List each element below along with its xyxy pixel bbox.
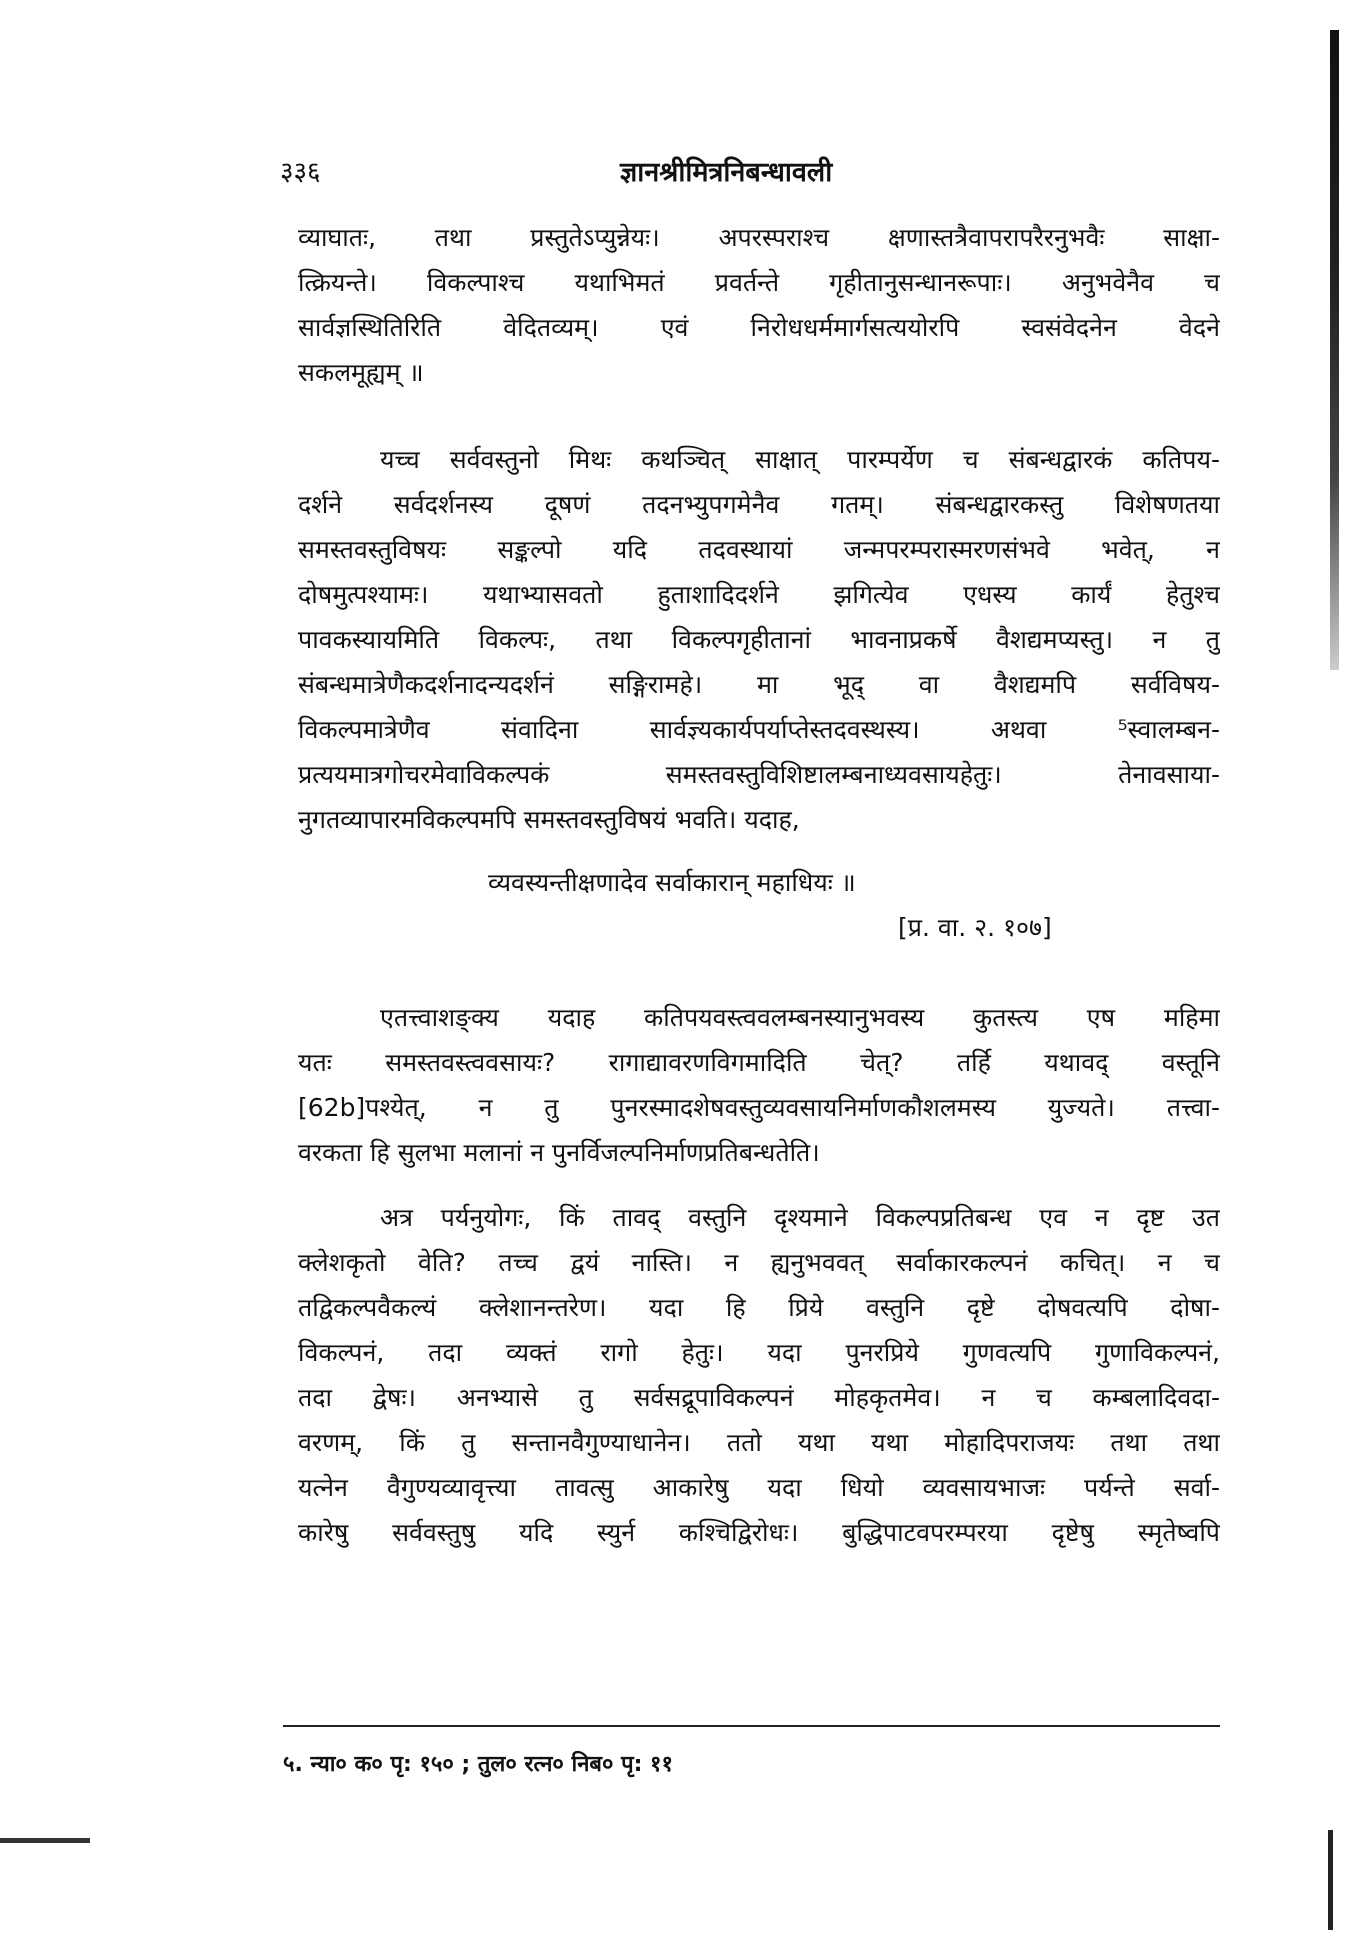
- footnote-divider: [283, 1725, 1220, 1727]
- text-line: प्रत्ययमात्रगोचरमेवाविकल्पकं समस्तवस्तुविशिष्टालम्बनाध्यवसायहेतुः। तेनावसाया-: [298, 760, 1220, 789]
- running-title: ज्ञानश्रीमित्रनिबन्धावली: [620, 157, 833, 188]
- text-line: क्लेशकृतो वेति? तच्च द्वयं नास्ति। न ह्यनुभववत् सर्वाकारकल्पनं कचित्। न च: [298, 1248, 1220, 1277]
- paragraph-4: [298, 1195, 1220, 1555]
- text-line: त्क्रियन्ते। विकल्पाश्च यथाभिमतं प्रवर्तन्ते गृहीतानुसन्धानरूपाः। अनुभवेनैव च: [298, 268, 1220, 297]
- text-line: समस्तवस्तुविषयः सङ्कल्पो यदि तदवस्थायां जन्मपरम्परास्मरणसंभवे भवेत्, न: [298, 535, 1220, 564]
- text-line: कारेषु सर्ववस्तुषु यदि स्युर्न कश्चिद्विरोधः। बुद्धिपाटवपरम्परया दृष्टेषु स्मृतेष्वपि: [298, 1518, 1220, 1547]
- text-line: पावकस्यायमिति विकल्पः, तथा विकल्पगृहीतानां भावनाप्रकर्षे वैशद्यमप्यस्तु। न तु: [298, 625, 1220, 654]
- verse-reference: [प्र. वा. २. १०७]: [898, 913, 1052, 942]
- text-line: यतः समस्तवस्त्ववसायः? रागाद्यावरणविगमादिति चेत्? तर्हि यथावद् वस्तूनि: [298, 1048, 1220, 1077]
- scan-binding-edge: [1330, 30, 1339, 670]
- text-line: व्याघातः, तथा प्रस्तुतेऽप्युन्नेयः। अपरस्पराश्च क्षणास्तत्रैवापरापरैरनुभवैः साक्षा-: [298, 223, 1220, 252]
- text-line: विकल्पमात्रेणैव संवादिना सार्वज्ञ्यकार्यपर्याप्तेस्तदवस्थस्य। अथवा ⁵स्वालम्बन-: [298, 715, 1220, 744]
- footnote: ५. न्या० क० पृ: १५० ; तुल० रत्न० निब० पृ: ११: [283, 1752, 673, 1777]
- text-line: एतत्त्वाशङ्क्य यदाह कतिपयवस्त्ववलम्बनस्यानुभवस्य कुतस्त्य एष महिमा: [380, 1003, 1220, 1032]
- verse-quotation: [298, 860, 1220, 950]
- text-line: दोषमुत्पश्यामः। यथाभ्यासवतो हुताशादिदर्शने झगित्येव एधस्य कार्यं हेतुश्च: [298, 580, 1220, 609]
- paragraph-3: [298, 995, 1220, 1175]
- text-line: यच्च सर्ववस्तुनो मिथः कथञ्चित् साक्षात् पारम्पर्येण च संबन्धद्वारकं कतिपय-: [380, 445, 1220, 474]
- text-line: संबन्धमात्रेणैकदर्शनादन्यदर्शनं सङ्गिरामहे। मा भूद् वा वैशद्यमपि सर्वविषय-: [298, 670, 1220, 699]
- body-text: [298, 215, 1220, 1555]
- text-line: अत्र पर्यनुयोगः, किं तावद् वस्तुनि दृश्यमाने विकल्पप्रतिबन्ध एव न दृष्ट उत: [380, 1203, 1220, 1232]
- paragraph-2: [298, 437, 1220, 842]
- page-header: [280, 152, 1220, 192]
- text-line: यत्नेन वैगुण्यव्यावृत्त्या तावत्सु आकारेषु यदा धियो व्यवसायभाजः पर्यन्ते सर्वा-: [298, 1473, 1220, 1502]
- paragraph-1: [298, 215, 1220, 395]
- text-line: सार्वज्ञस्थितिरिति वेदितव्यम्। एवं निरोधधर्ममार्गसत्ययोरपि स्वसंवेदनेन वेदने: [298, 313, 1220, 342]
- text-line: दर्शने सर्वदर्शनस्य दूषणं तदनभ्युपगमेनैव गतम्। संबन्धद्वारकस्तु विशेषणतया: [298, 490, 1220, 519]
- scan-edge-mark: [1328, 1830, 1333, 1930]
- text-line: तदा द्वेषः। अनभ्यासे तु सर्वसद्रूपाविकल्पनं मोहकृतमेव। न च कम्बलादिवदा-: [298, 1383, 1220, 1412]
- text-line: सकलमूह्यम् ॥: [298, 358, 424, 387]
- text-line: वरणम्, किं तु सन्तानवैगुण्याधानेन। ततो यथा यथा मोहादिपराजयः तथा तथा: [298, 1428, 1220, 1457]
- text-line: तद्विकल्पवैकल्यं क्लेशानन्तरेण। यदा हि प्रिये वस्तुनि दृष्टे दोषवत्यपि दोषा-: [298, 1293, 1220, 1322]
- page-number: ३३६: [280, 157, 321, 187]
- text-line: विकल्पनं, तदा व्यक्तं रागो हेतुः। यदा पुनरप्रिये गुणवत्यपि गुणाविकल्पनं,: [298, 1338, 1220, 1367]
- verse-text: व्यवस्यन्तीक्षणादेव सर्वाकारान् महाधियः ॥: [488, 868, 856, 897]
- text-line: वरकता हि सुलभा मलानां न पुनर्विजल्पनिर्माणप्रतिबन्धतेति।: [298, 1138, 820, 1167]
- text-line: नुगतव्यापारमविकल्पमपि समस्तवस्तुविषयं भवति। यदाह,: [298, 805, 800, 834]
- text-line: [62b]पश्येत्, न तु पुनरस्मादशेषवस्तुव्यवसायनिर्माणकौशलमस्य युज्यते। तत्त्वा-: [298, 1093, 1220, 1122]
- scan-corner-mark: [0, 1838, 90, 1843]
